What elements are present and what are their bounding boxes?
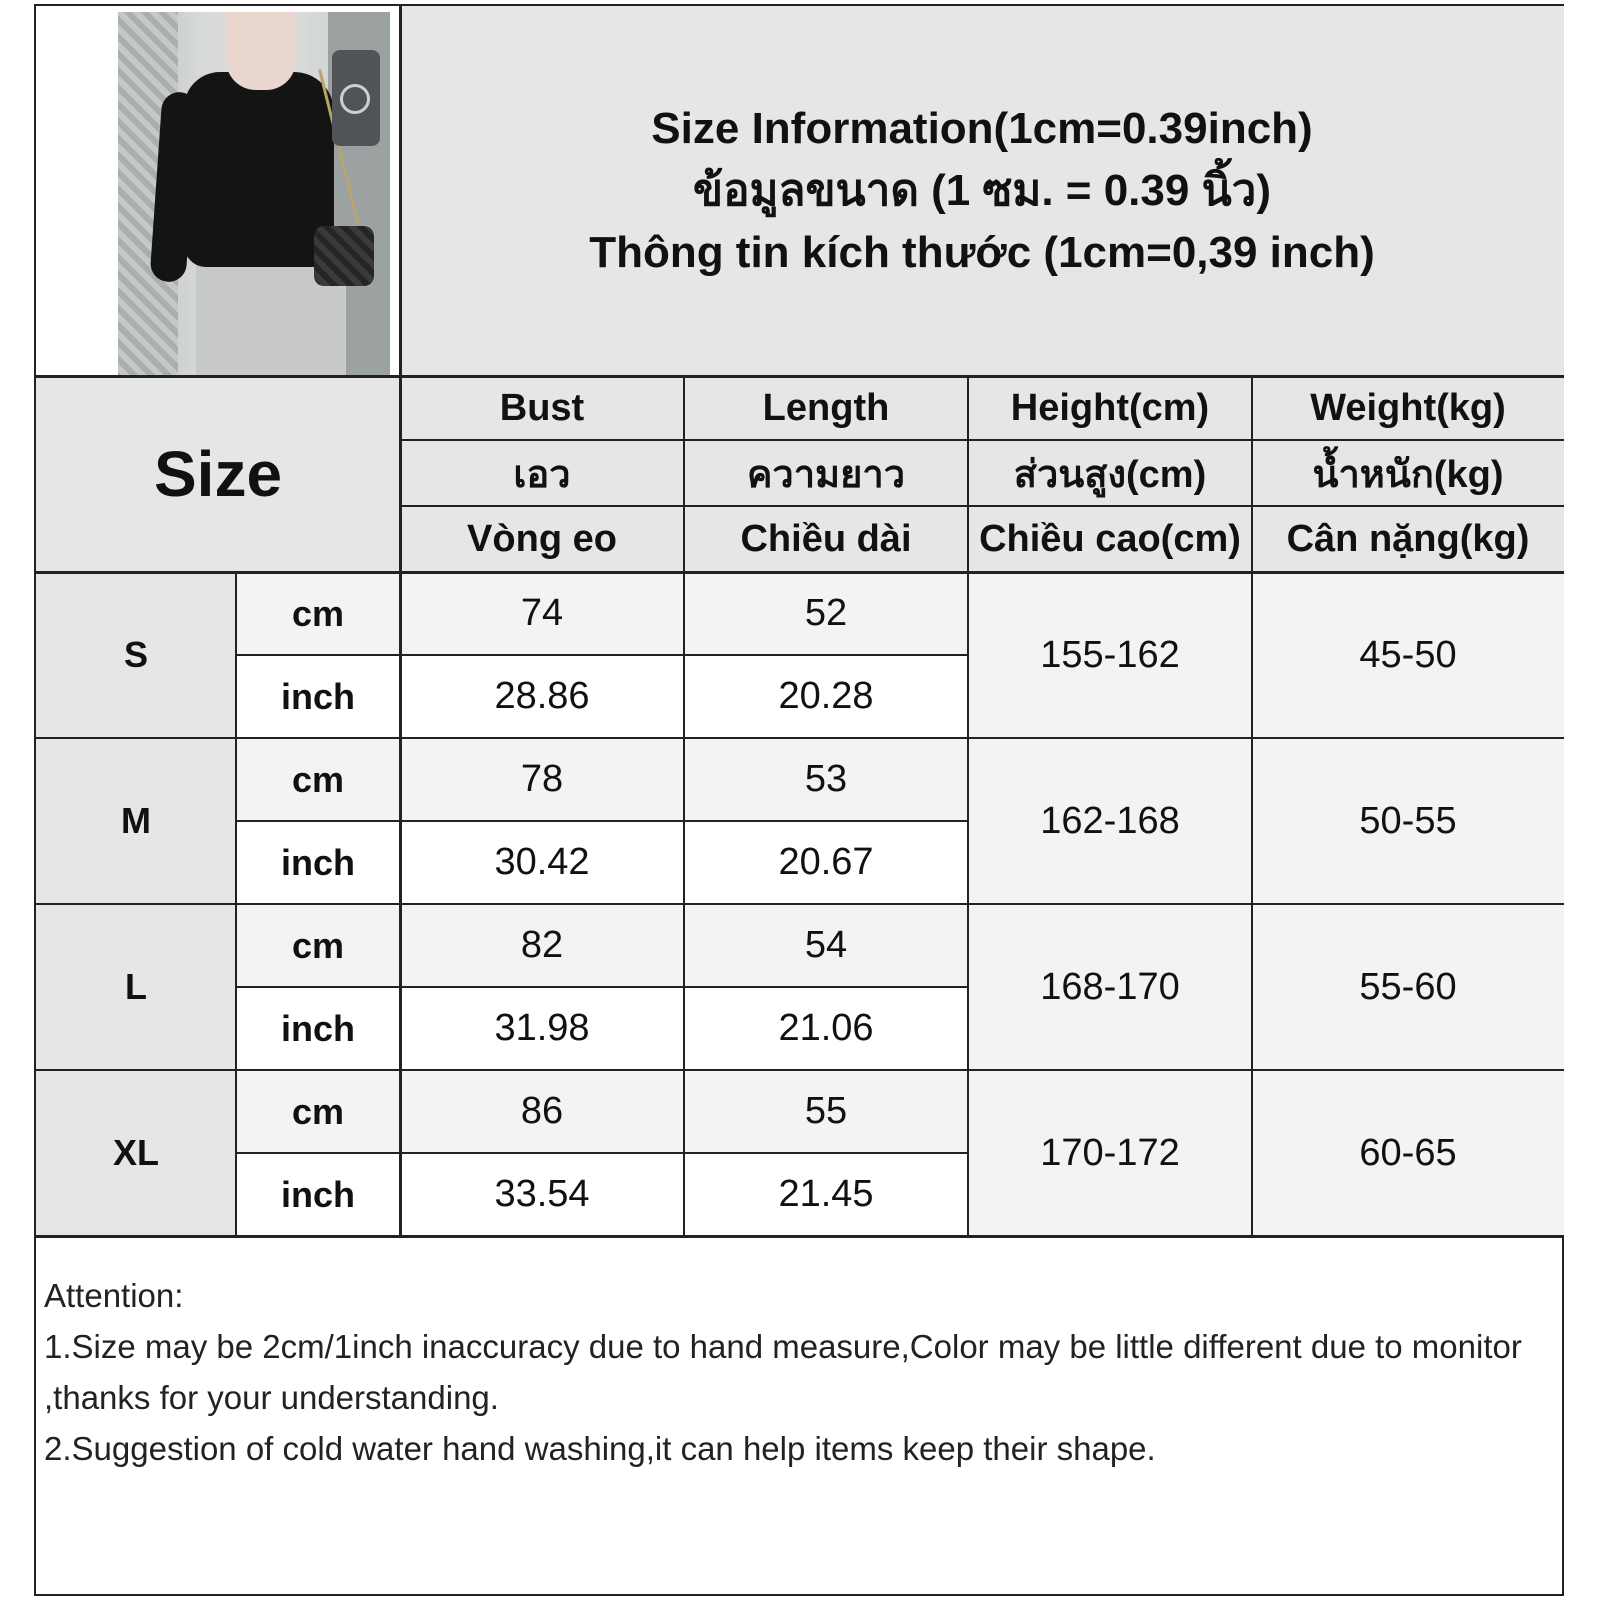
bust-header-vi: Vòng eo (400, 506, 684, 572)
bust-inch-s: 28.86 (400, 655, 684, 738)
height-xl: 170-172 (968, 1070, 1252, 1236)
size-column-header: Size (36, 376, 400, 572)
notes-line-1: 1.Size may be 2cm/1inch inaccuracy due to hand measure,Color may be little different due to monitor ,thanks for your understanding. (44, 1328, 1522, 1416)
grid-line (236, 986, 968, 988)
unit-label-cm: cm (236, 1070, 400, 1153)
weight-l: 55-60 (1252, 904, 1564, 1070)
bust-header-th: เอว (400, 440, 684, 506)
unit-label-inch: inch (236, 821, 400, 904)
size-label-m: M (36, 738, 236, 904)
grid-line (400, 505, 1564, 507)
grid-line (36, 1069, 1564, 1071)
height-header-en: Height(cm) (968, 376, 1252, 440)
grid-line (36, 737, 1564, 739)
bust-inch-m: 30.42 (400, 821, 684, 904)
grid-line (36, 1235, 1564, 1238)
height-s: 155-162 (968, 572, 1252, 738)
notes-line-2: 2.Suggestion of cold water hand washing,it can help items keep their shape. (44, 1430, 1156, 1467)
unit-label-cm: cm (236, 904, 400, 987)
unit-label-inch: inch (236, 1153, 400, 1236)
unit-label-inch: inch (236, 655, 400, 738)
length-cm-l: 54 (684, 904, 968, 987)
height-header-vi: Chiều cao(cm) (968, 506, 1252, 572)
bust-cm-m: 78 (400, 738, 684, 821)
unit-label-cm: cm (236, 738, 400, 821)
length-cm-xl: 55 (684, 1070, 968, 1153)
notes-heading: Attention: (44, 1277, 184, 1314)
height-m: 162-168 (968, 738, 1252, 904)
grid-line (236, 820, 968, 822)
size-label-xl: XL (36, 1070, 236, 1236)
weight-header-vi: Cân nặng(kg) (1252, 506, 1564, 572)
bust-cm-xl: 86 (400, 1070, 684, 1153)
length-inch-s: 20.28 (684, 655, 968, 738)
title-vietnamese: Thông tin kích thước (1cm=0,39 inch) (589, 228, 1375, 277)
bust-inch-xl: 33.54 (400, 1153, 684, 1236)
grid-line (683, 376, 685, 1236)
grid-line (36, 571, 1564, 574)
grid-line (967, 376, 969, 1236)
size-label-l: L (36, 904, 236, 1070)
grid-line (236, 1152, 968, 1154)
unit-label-inch: inch (236, 987, 400, 1070)
grid-line (1251, 376, 1253, 1236)
title-english: Size Information(1cm=0.39inch) (651, 104, 1313, 153)
unit-label-cm: cm (236, 572, 400, 655)
bust-inch-l: 31.98 (400, 987, 684, 1070)
length-cm-s: 52 (684, 572, 968, 655)
length-cm-m: 53 (684, 738, 968, 821)
weight-xl: 60-65 (1252, 1070, 1564, 1236)
title-block (400, 6, 1564, 376)
grid-line (236, 654, 968, 656)
weight-header-en: Weight(kg) (1252, 376, 1564, 440)
length-inch-m: 20.67 (684, 821, 968, 904)
grid-line (399, 6, 402, 1236)
height-l: 168-170 (968, 904, 1252, 1070)
bust-cm-l: 82 (400, 904, 684, 987)
bust-cm-s: 74 (400, 572, 684, 655)
size-label-s: S (36, 572, 236, 738)
length-header-en: Length (684, 376, 968, 440)
attention-notes (44, 1270, 1554, 1474)
weight-header-th: น้ำหนัก(kg) (1252, 440, 1564, 506)
title-thai: ข้อมูลขนาด (1 ซม. = 0.39 นิ้ว) (692, 166, 1271, 215)
grid-line (36, 903, 1564, 905)
length-inch-l: 21.06 (684, 987, 968, 1070)
length-inch-xl: 21.45 (684, 1153, 968, 1236)
height-header-th: ส่วนสูง(cm) (968, 440, 1252, 506)
size-chart (34, 4, 1564, 1596)
grid-line (36, 375, 1564, 378)
weight-s: 45-50 (1252, 572, 1564, 738)
length-header-vi: Chiều dài (684, 506, 968, 572)
bust-header-en: Bust (400, 376, 684, 440)
weight-m: 50-55 (1252, 738, 1564, 904)
grid-line (235, 572, 237, 1236)
grid-line (400, 439, 1564, 441)
length-header-th: ความยาว (684, 440, 968, 506)
product-photo (118, 12, 390, 380)
